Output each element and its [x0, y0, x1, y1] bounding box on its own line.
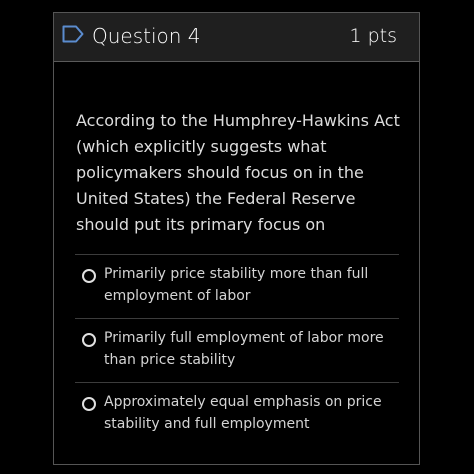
question-title: Question 4	[92, 24, 201, 48]
flag-icon[interactable]	[62, 25, 84, 43]
answer-label[interactable]: Approximately equal emphasis on price stability and full employment	[104, 394, 382, 432]
radio-button[interactable]	[82, 333, 96, 347]
answer-label[interactable]: Primarily price stability more than full employment of labor	[104, 266, 369, 304]
answer-label[interactable]: Primarily full employment of labor more than price stability	[104, 330, 384, 368]
question-card	[53, 12, 420, 465]
question-header	[54, 13, 419, 62]
answer-option-1[interactable]	[75, 254, 399, 318]
question-text: According to the Humphrey-Hawkins Act (which explicitly suggests what policymakers should focus on in the United States) the Federal Reserve should put its primary focus on	[76, 111, 400, 234]
answer-list	[75, 254, 399, 446]
radio-button[interactable]	[82, 269, 96, 283]
radio-button[interactable]	[82, 397, 96, 411]
answer-option-3[interactable]	[75, 382, 399, 446]
question-points: 1 pts	[349, 25, 397, 47]
answer-option-2[interactable]	[75, 318, 399, 382]
